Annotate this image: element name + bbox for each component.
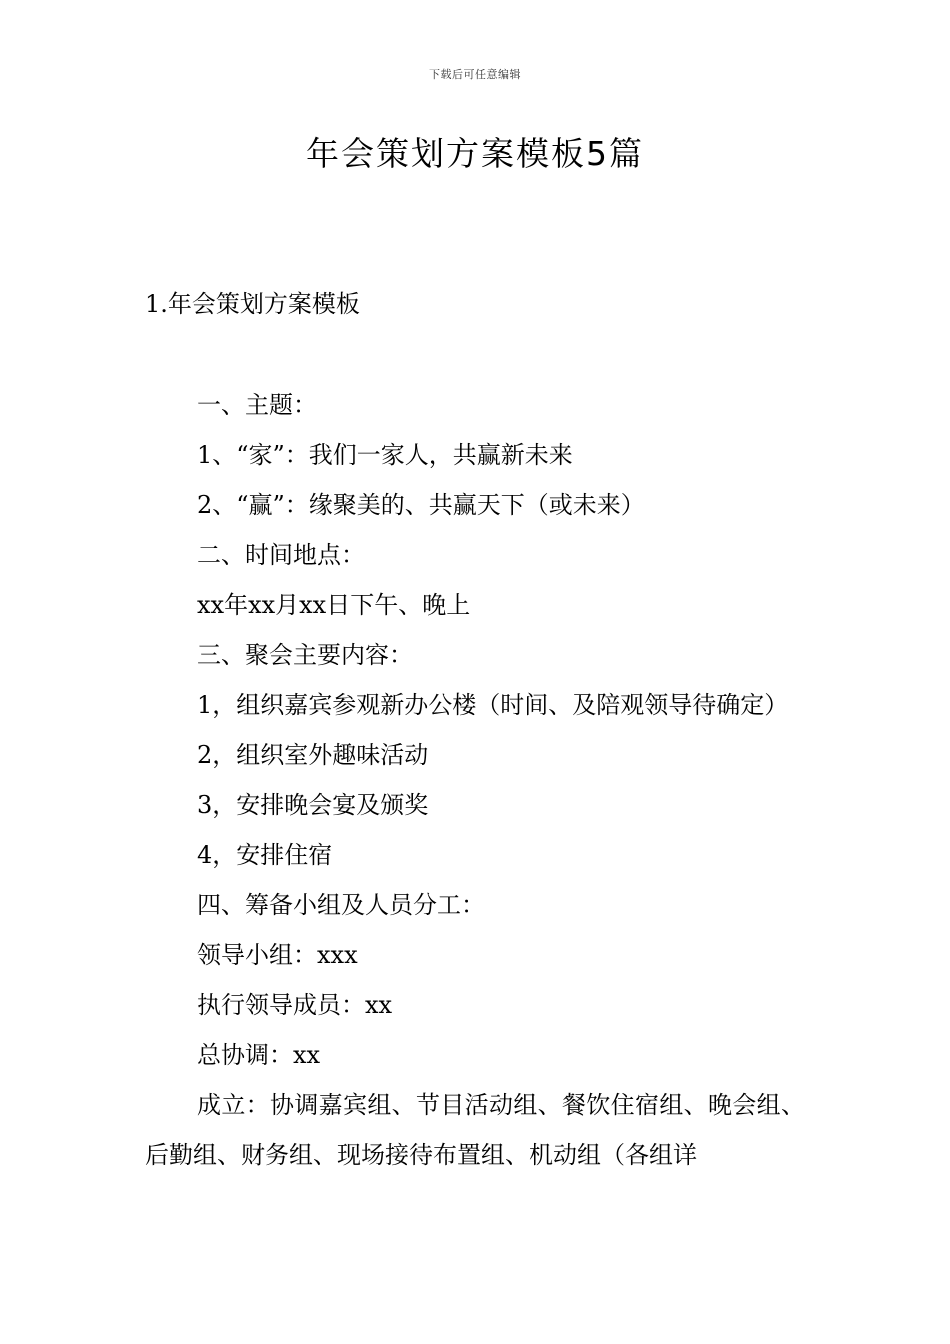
exec-members: 执行领导成员：xx [197, 991, 393, 1019]
time-value: xx年xx月xx日下午、晚上 [197, 591, 471, 619]
document-body [145, 380, 805, 1180]
theme-item-1: 1、“家”：我们一家人，共赢新未来 [197, 441, 573, 469]
content-heading: 三、聚会主要内容： [197, 641, 413, 669]
theme-heading: 一、主题： [197, 391, 317, 419]
document-title: 年会策划方案模板5篇 [306, 134, 644, 173]
team-heading: 四、筹备小组及人员分工： [197, 891, 485, 919]
header-note: 下载后可任意编辑 [429, 68, 521, 81]
coordinator: 总协调：xx [197, 1041, 321, 1069]
groups-established: 成立：协调嘉宾组、节目活动组、餐饮住宿组、晚会组、后勤组、财务组、现场接待布置组、机动组（各组详 [145, 1091, 805, 1169]
time-place-heading: 二、时间地点： [197, 541, 365, 569]
content-item-1: 1，组织嘉宾参观新办公楼（时间、及陪观领导待确定） [197, 691, 789, 719]
section-heading: 1.年会策划方案模板 [145, 290, 360, 318]
content-item-4: 4，安排住宿 [197, 841, 333, 869]
theme-item-2: 2、“赢”：缘聚美的、共赢天下（或未来） [197, 491, 645, 519]
leader-group: 领导小组：xxx [197, 941, 358, 969]
content-item-2: 2，组织室外趣味活动 [197, 741, 429, 769]
content-item-3: 3，安排晚会宴及颁奖 [197, 791, 429, 819]
